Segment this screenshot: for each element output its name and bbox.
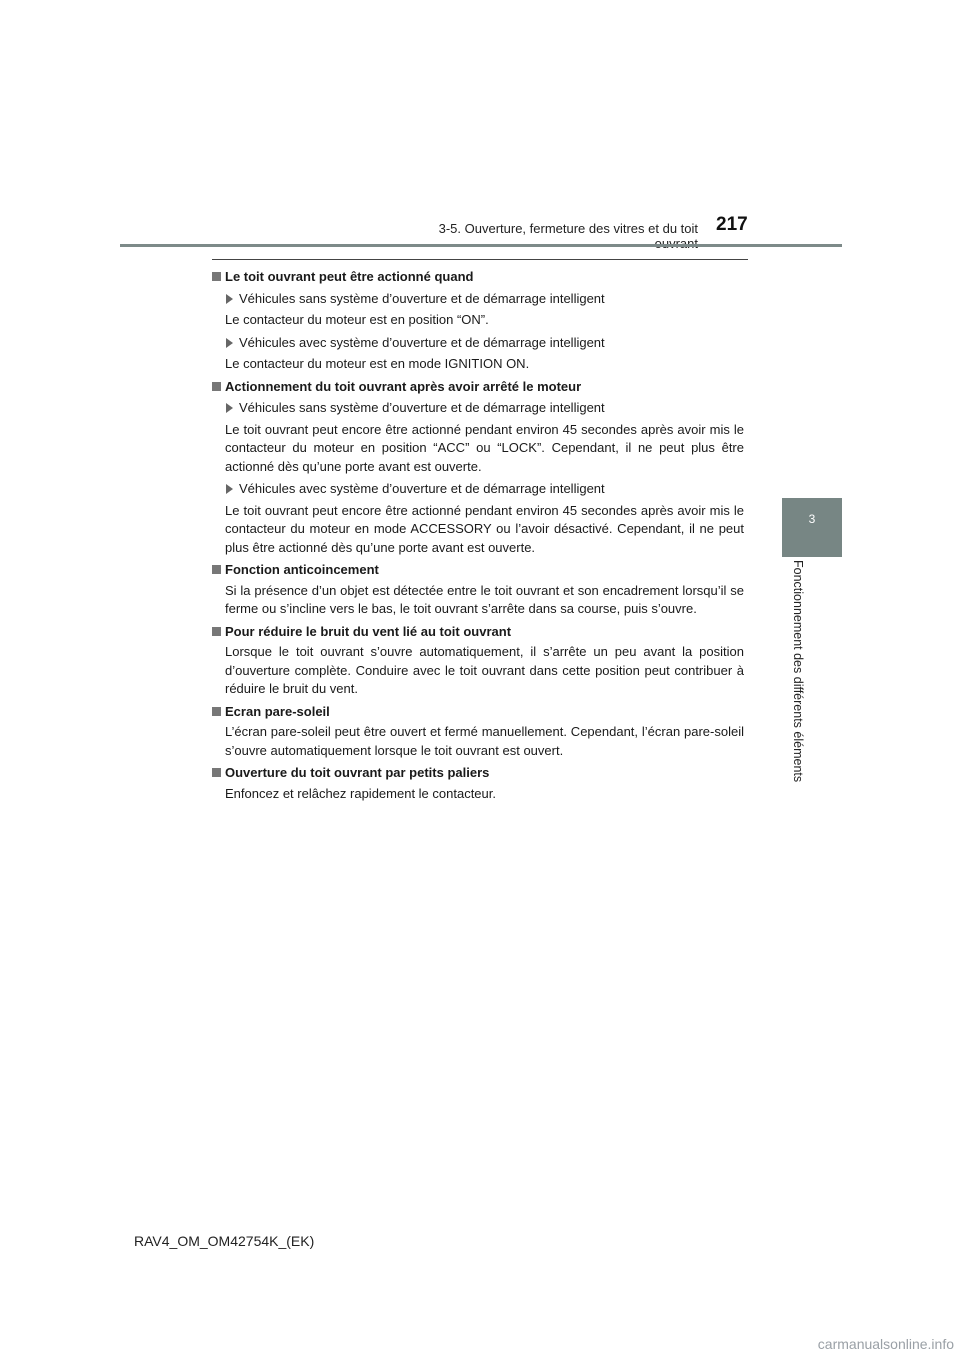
triangle-bullet-icon <box>226 294 233 304</box>
paragraph: Le toit ouvrant peut encore être actionné pendant environ 45 secondes après avoir mis le contacteur du moteur en position “ACC” ou “LOCK”. Cependant, il ne peut plus être actionné dès qu’une porte avant est ouverte. <box>225 421 744 474</box>
section-heading <box>212 561 744 580</box>
square-bullet-icon <box>212 382 221 391</box>
page-number: 217 <box>716 214 748 235</box>
paragraph: Enfoncez et relâchez rapidement le contacteur. <box>225 785 496 801</box>
section-heading <box>212 378 744 397</box>
heading-text: Ecran pare-soleil <box>225 703 330 719</box>
variant-text: Véhicules sans système d’ouverture et de démarrage intelligent <box>239 290 605 306</box>
section-heading <box>212 623 744 642</box>
square-bullet-icon <box>212 272 221 281</box>
paragraph: Si la présence d’un objet est détectée entre le toit ouvrant et son encadrement lorsqu’il se ferme ou s’incline vers le bas, le toit ouvrant s’arrête dans sa course, puis s’ouvre. <box>225 582 744 616</box>
paragraph: Le toit ouvrant peut encore être actionné pendant environ 45 secondes après avoir mis le contacteur du moteur en mode ACCESSORY ou l’avoir désactivé. Cependant, il ne peut plus être actionné dès qu’une porte avant est ouverte. <box>225 502 744 555</box>
heading-text: Actionnement du toit ouvrant après avoir arrêté le moteur <box>225 378 582 394</box>
vehicle-variant <box>226 480 744 499</box>
triangle-bullet-icon <box>226 403 233 413</box>
section-step-opening <box>212 764 744 803</box>
heading-text: Fonction anticoincement <box>225 562 379 577</box>
section-heading <box>212 703 744 722</box>
section-after-engine-off <box>212 378 744 558</box>
chapter-label-wrap <box>786 560 810 783</box>
square-bullet-icon <box>212 707 221 716</box>
watermark: carmanualsonline.info <box>817 1336 954 1352</box>
vehicle-variant <box>226 399 744 418</box>
triangle-bullet-icon <box>226 338 233 348</box>
section-wind-noise <box>212 623 744 699</box>
variant-text: Véhicules avec système d’ouverture et de démarrage intelligent <box>239 334 605 350</box>
variant-text: Véhicules sans système d’ouverture et de démarrage intelligent <box>239 400 605 415</box>
triangle-bullet-icon <box>226 484 233 494</box>
section-sunshade <box>212 703 744 761</box>
square-bullet-icon <box>212 627 221 636</box>
content <box>212 268 744 807</box>
chapter-tab <box>782 498 842 557</box>
square-bullet-icon <box>212 768 221 777</box>
chapter-label: Fonctionnement des différents éléments <box>791 560 805 783</box>
paragraph: L’écran pare-soleil peut être ouvert et fermé manuellement. Cependant, l’écran pare-soleil s’ouvre automatiquement lorsque le toit ouvrant est ouvert. <box>225 724 744 758</box>
variant-text: Véhicules avec système d’ouverture et de démarrage intelligent <box>239 481 605 496</box>
chapter-number: 3 <box>808 512 816 526</box>
square-bullet-icon <box>212 565 221 574</box>
heading-text: Pour réduire le bruit du vent lié au toit ouvrant <box>225 623 512 639</box>
paragraph: Lorsque le toit ouvrant s’ouvre automatiquement, il s’arrête un peu avant la position d’ouverture complète. Conduire avec le toit ouvrant dans cette position peut contribuer à réduire le bruit du vent. <box>225 644 744 696</box>
vehicle-variant <box>226 290 744 309</box>
document-code: RAV4_OM_OM42754K_(EK) <box>134 1233 315 1249</box>
section-heading <box>212 764 744 783</box>
heading-text: Ouverture du toit ouvrant par petits paliers <box>225 765 490 780</box>
paragraph: Le contacteur du moteur est en position “ON”. <box>225 312 489 327</box>
header-rule <box>120 244 842 247</box>
paragraph: Le contacteur du moteur est en mode IGNITION ON. <box>225 356 530 371</box>
section-operable-when <box>212 268 744 374</box>
vehicle-variant <box>226 334 744 353</box>
content-rule <box>212 259 748 260</box>
section-jam-protection <box>212 561 744 619</box>
header-title: 3-5. Ouverture, fermeture des vitres et du toit <box>438 221 698 236</box>
heading-text: Le toit ouvrant peut être actionné quand <box>225 269 474 284</box>
section-heading <box>212 268 744 287</box>
